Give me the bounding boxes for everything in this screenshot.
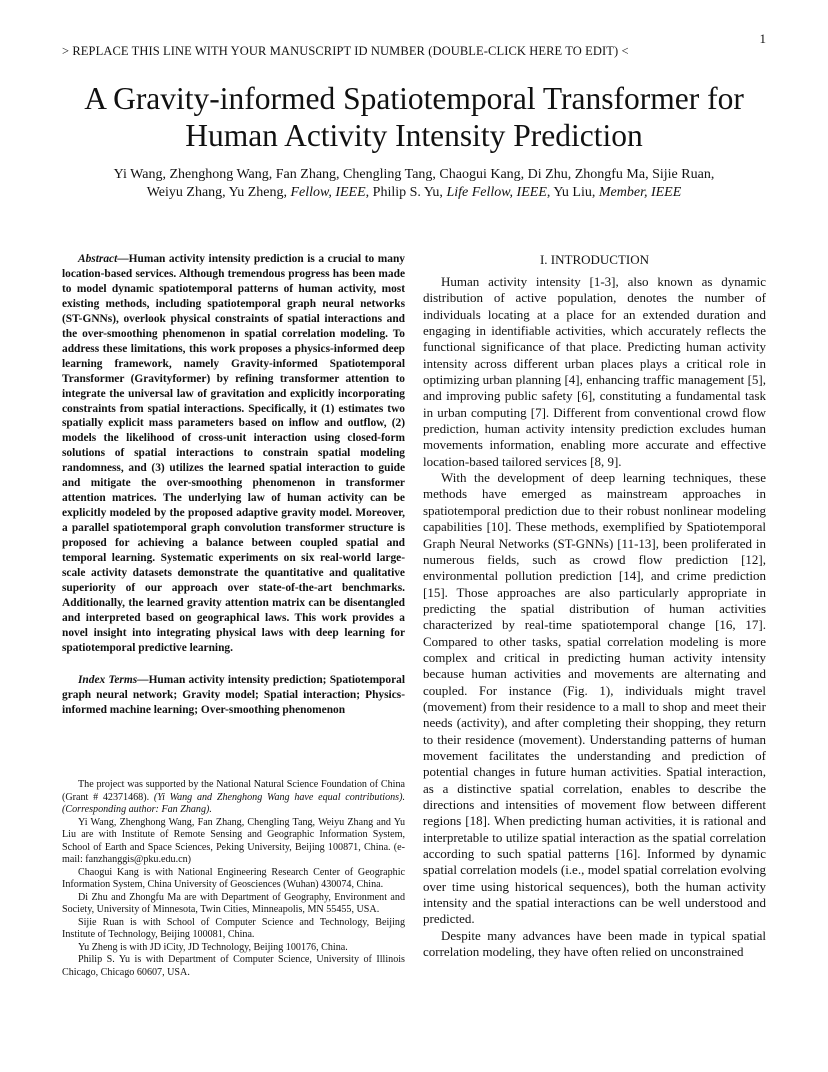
paper-title	[40, 80, 788, 154]
authors-segment: Weiyu Zhang, Yu Zheng,	[146, 184, 291, 200]
footnote-affiliation-bit: Sijie Ruan is with School of Computer Science and Technology, Beijing Institute of Technology, Beijing 100081, China.	[62, 916, 405, 940]
index-terms	[62, 673, 405, 718]
abstract-label: Abstract	[78, 253, 118, 265]
right-column	[423, 252, 766, 960]
authors-segment: , Philip S. Yu,	[365, 184, 447, 200]
authors-line-2	[62, 184, 766, 202]
footnote-funding	[62, 779, 405, 817]
footnote-affiliation-jd: Yu Zheng is with JD iCity, JD Technology, Beijing 100176, China.	[78, 941, 348, 953]
footnote-affiliation-cug: Chaogui Kang is with National Engineering Research Center of Geographic Information System, China University of Geosciences (Wuhan) 430074, China.	[62, 866, 405, 890]
title-line-2: Human Activity Intensity Prediction	[185, 118, 643, 153]
authors-segment: , Yu Liu,	[546, 184, 599, 200]
author-role: Life Fellow, IEEE	[446, 184, 547, 200]
index-terms-text: Human activity intensity prediction; Spatiotemporal graph neural network; Gravity model; Spatial interaction; Physics-informed machine learning; Over-smoothing phenomenon	[62, 673, 405, 716]
manuscript-id-header: > REPLACE THIS LINE WITH YOUR MANUSCRIPT ID NUMBER (DOUBLE-CLICK HERE TO EDIT) <	[62, 44, 629, 58]
author-list	[62, 166, 766, 201]
abstract-text: Human activity intensity prediction is a crucial to many location-based services. Although tremendous progress has been made to model dynamic spatiotemporal patterns of human activity, most existing methods, including spatiotemporal graph neural networks (ST-GNNs), overlook physical constraints of spatial interactions and the over-smoothing phenomenon in spatial correlation modeling. To address these limitations, this work proposes a physics-informed deep learning framework, namely Gravity-informed Spatiotemporal Transformer (Gravityformer) by refining transformer attention to integrate the universal law of gravitation and explicitly incorporating constraints from spatial interactions. Specifically, it (1) estimates two spatially explicit mass parameters based on inflow and outflow, (2) models the likelihood of cross-unit interaction using closed-form solutions of spatial interactions to constrain spatial modeling randomness, and (3) utilizes the learned spatial interaction to guide and mitigate the over-smoothing phenomenon in transformer attention matrices. The underlying law of human activity can be explicitly modeled by the proposed adaptive gravity model. Moreover, a parallel spatiotemporal graph convolution transformer structure is proposed for achieving a balance between coupled spatial and temporal learning. Systematic experiments on six real-world large-scale activity datasets demonstrate the quantitative and qualitative superiority of our approach over state-of-the-art benchmarks. Additionally, the learned gravity attention matrix can be disentangled and interpreted based on geographical laws. This work provides a novel insight into integrating physical laws with deep learning for spatiotemporal predictive learning.	[62, 253, 405, 654]
author-role: Member, IEEE	[598, 184, 682, 200]
section-heading-introduction: I. INTRODUCTION	[539, 252, 650, 267]
index-terms-label: Index Terms	[78, 673, 138, 686]
index-terms-dash: —	[137, 673, 149, 686]
footnote-funding-note: (Yi Wang and Zhenghong Wang have equal contributions). (Corresponding author: Fan Zhang).	[62, 791, 405, 815]
footnote-affiliation-uic: Philip S. Yu is with Department of Computer Science, University of Illinois Chicago, Chicago 60607, USA.	[62, 954, 405, 978]
footnote-affiliation-pku: Yi Wang, Zhenghong Wang, Fan Zhang, Chengling Tang, Weiyu Zhang and Yu Liu are with Institute of Remote Sensing and Geographic Information System, School of Earth and Space Sciences, Peking University, Beijing 100871, China. (e-mail: fanzhanggis@pku.edu.cn)	[62, 816, 405, 865]
footnote-affiliation-umn: Di Zhu and Zhongfu Ma are with Department of Geography, Environment and Society, University of Minnesota, Twin Cities, Minneapolis, MN 55455, USA.	[62, 891, 405, 915]
abstract-dash: —	[117, 253, 129, 265]
title-line-1: A Gravity-informed Spatiotemporal Transformer for	[84, 81, 744, 116]
author-role: Fellow, IEEE	[290, 184, 366, 200]
intro-paragraph-1: Human activity intensity [1-3], also known as dynamic distribution of active population, denotes the number of individuals locating at a place for an extended duration and engaging in identifiable activities, which accurately reflects the functional significance of that place. Predicting human activity intensity across different urban places plays a critical role in optimizing urban planning [4], enhancing traffic management [5], and improving public safety [6], constituting a fundamental task in urban computing [7]. Different from conventional crowd flow prediction, human activity intensity prediction excludes human movements information, enabling more accurate and effective location-based tailored services [8, 9].	[423, 274, 766, 469]
footnote-funding-text: The project was supported by the National Natural Science Foundation of China (Grant # 42371468).	[62, 779, 405, 803]
page-number: 1	[759, 31, 766, 46]
authors-line-1: Yi Wang, Zhenghong Wang, Fan Zhang, Chengling Tang, Chaogui Kang, Di Zhu, Zhongfu Ma, Sijie Ruan,	[113, 167, 715, 182]
intro-paragraph-2: With the development of deep learning techniques, these methods have emerged as mainstream approaches in spatiotemporal prediction due to their robust nonlinear modeling capabilities [10]. These methods, exemplified by Spatiotemporal Graph Neural Networks (ST-GNNs) [11-13], been proliferated in numerous fields, such as crowd flow prediction [12], environmental pollution prediction [14], and crime prediction [15]. Those approaches are also particularly appropriate in predicting the spatial distribution of human activities characterized by real-time spatiotemporal change [16, 17]. Compared to other tasks, spatial correlation modeling is more complex and critical in predicting human activity intensity because human activities and movements are alternating and coupled. For instance (Fig. 1), individuals might travel (movement) from their residence to a mall to shop and meet their needs (activity), and after completing their shopping, they return to their residence (movement). Understanding patterns of human movement facilitates the understanding and prediction of potential changes in future human activities. Spatial interaction, as a distinctive spatial correlation, enables to describe the directions and intensities of movement flow between different regions [18]. When predicting human activities, it is rational and interpretable to utilize spatial interaction as the spatial correlation according to such spatial patterns [16]. Informed by dynamic spatial correlation models (i.e., model spatial correlation evolving over time using historical sequences), both the human activity intensity and the spatial interactions can be well understood and predicted.	[423, 470, 766, 927]
footnotes	[62, 779, 405, 979]
intro-paragraph-3: Despite many advances have been made in typical spatial correlation modeling, they have often relied on unconstrained	[423, 927, 766, 960]
left-column	[62, 252, 405, 717]
abstract	[62, 252, 405, 656]
